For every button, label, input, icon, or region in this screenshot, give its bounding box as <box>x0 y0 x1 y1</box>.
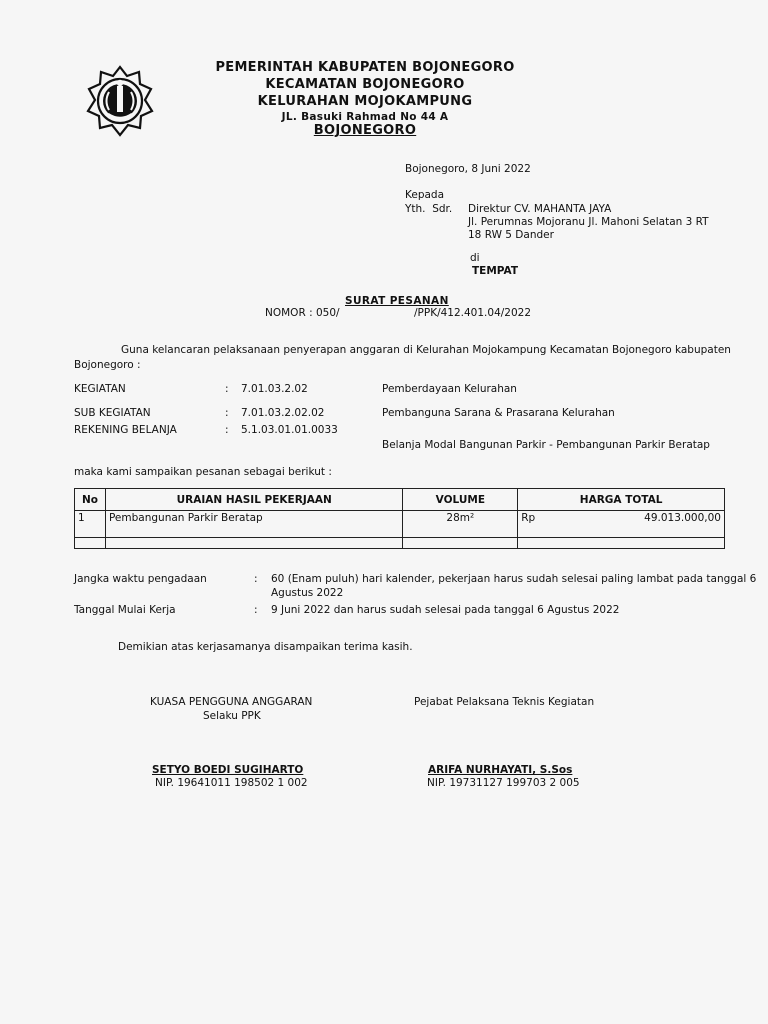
intro-line1: Guna kelancaran pelaksanaan penyerapan anggaran di Kelurahan Mojokampung Kecamatan Bojonegoro kabupaten <box>121 344 731 356</box>
letterhead-line3: KELURAHAN MOJOKAMPUNG <box>257 94 473 109</box>
field-colon: : <box>225 383 229 395</box>
column-header-harga-total: HARGA TOTAL <box>518 489 725 511</box>
field-desc-sub-kegiatan: Pembanguna Sarana & Prasarana Kelurahan <box>382 407 615 419</box>
field-colon: : <box>225 424 229 436</box>
signature-left-name: SETYO BOEDI SUGIHARTO <box>152 764 304 776</box>
date-line: Bojonegoro, 8 Juni 2022 <box>405 163 531 175</box>
table-header-row <box>75 489 725 511</box>
field-code-rekening: 5.1.03.01.01.0033 <box>241 424 338 436</box>
column-header-uraian: URAIAN HASIL PEKERJAAN <box>105 489 402 511</box>
cell-total-amount: 49.013.000,00 <box>644 512 721 524</box>
term-label-tanggal-mulai: Tanggal Mulai Kerja <box>74 604 176 616</box>
field-code-kegiatan: 7.01.03.2.02 <box>241 383 308 395</box>
term-colon: : <box>254 573 258 585</box>
order-table <box>74 488 725 549</box>
signature-right-nip: NIP. 19731127 199703 2 005 <box>427 777 580 789</box>
field-label-sub-kegiatan: SUB KEGIATAN <box>74 407 151 419</box>
field-label-rekening: REKENING BELANJA <box>74 424 177 436</box>
recipient-yth: Yth. Sdr. <box>405 203 453 215</box>
letter-number-left: NOMOR : 050/ <box>265 307 340 319</box>
table-row <box>75 511 725 538</box>
signature-right-role: Pejabat Pelaksana Teknis Kegiatan <box>414 696 595 708</box>
term-value-jangka-waktu-line2: Agustus 2022 <box>271 587 344 599</box>
term-label-jangka-waktu: Jangka waktu pengadaan <box>74 573 207 585</box>
term-value-tanggal-mulai: 9 Juni 2022 dan harus sudah selesai pada tanggal 6 Agustus 2022 <box>271 604 620 616</box>
field-desc-kegiatan: Pemberdayaan Kelurahan <box>382 383 517 395</box>
cell-no: 1 <box>75 511 106 538</box>
recipient-tempat: TEMPAT <box>472 265 518 277</box>
cell-volume: 28m² <box>403 511 518 538</box>
recipient-di: di <box>470 252 480 264</box>
cell-uraian: Pembangunan Parkir Beratap <box>105 511 402 538</box>
cell-harga-total <box>518 511 725 538</box>
recipient-address-line1: Jl. Perumnas Mojoranu Jl. Mahoni Selatan 3 RT <box>468 216 709 228</box>
signature-left-subrole: Selaku PPK <box>203 710 261 722</box>
table-row-empty <box>75 538 725 549</box>
letterhead-line2: KECAMATAN BOJONEGORO <box>265 77 465 92</box>
letterhead-address: JL. Basuki Rahmad No 44 A <box>281 111 449 123</box>
signature-left-role: KUASA PENGGUNA ANGGARAN <box>150 696 313 708</box>
column-header-volume: VOLUME <box>403 489 518 511</box>
signature-right-name: ARIFA NURHAYATI, S.Sos <box>428 764 573 776</box>
field-label-kegiatan: KEGIATAN <box>74 383 126 395</box>
field-code-sub-kegiatan: 7.01.03.2.02.02 <box>241 407 325 419</box>
letterhead-city: BOJONEGORO <box>313 123 417 138</box>
cell-currency: Rp <box>521 512 536 524</box>
recipient-address-line2: 18 RW 5 Dander <box>468 229 554 241</box>
regency-emblem-icon <box>84 64 156 140</box>
column-header-no: No <box>75 489 106 511</box>
order-lead-in: maka kami sampaikan pesanan sebagai berikut : <box>74 466 332 478</box>
signature-left-nip: NIP. 19641011 198502 1 002 <box>155 777 308 789</box>
letter-title: SURAT PESANAN <box>345 295 449 307</box>
field-desc-belanja: Belanja Modal Bangunan Parkir - Pembangunan Parkir Beratap <box>382 439 710 451</box>
term-colon: : <box>254 604 258 616</box>
letterhead-line1: PEMERINTAH KABUPATEN BOJONEGORO <box>215 60 515 75</box>
letter-number-right: /PPK/412.401.04/2022 <box>414 307 532 319</box>
recipient-name: Direktur CV. MAHANTA JAYA <box>468 203 612 215</box>
field-colon: : <box>225 407 229 419</box>
intro-line2: Bojonegoro : <box>74 359 141 371</box>
closing-line: Demikian atas kerjasamanya disampaikan terima kasih. <box>118 641 413 653</box>
recipient-kepada: Kepada <box>405 189 445 201</box>
term-value-jangka-waktu-line1: 60 (Enam puluh) hari kalender, pekerjaan harus sudah selesai paling lambat pada tanggal 6 <box>271 573 757 585</box>
